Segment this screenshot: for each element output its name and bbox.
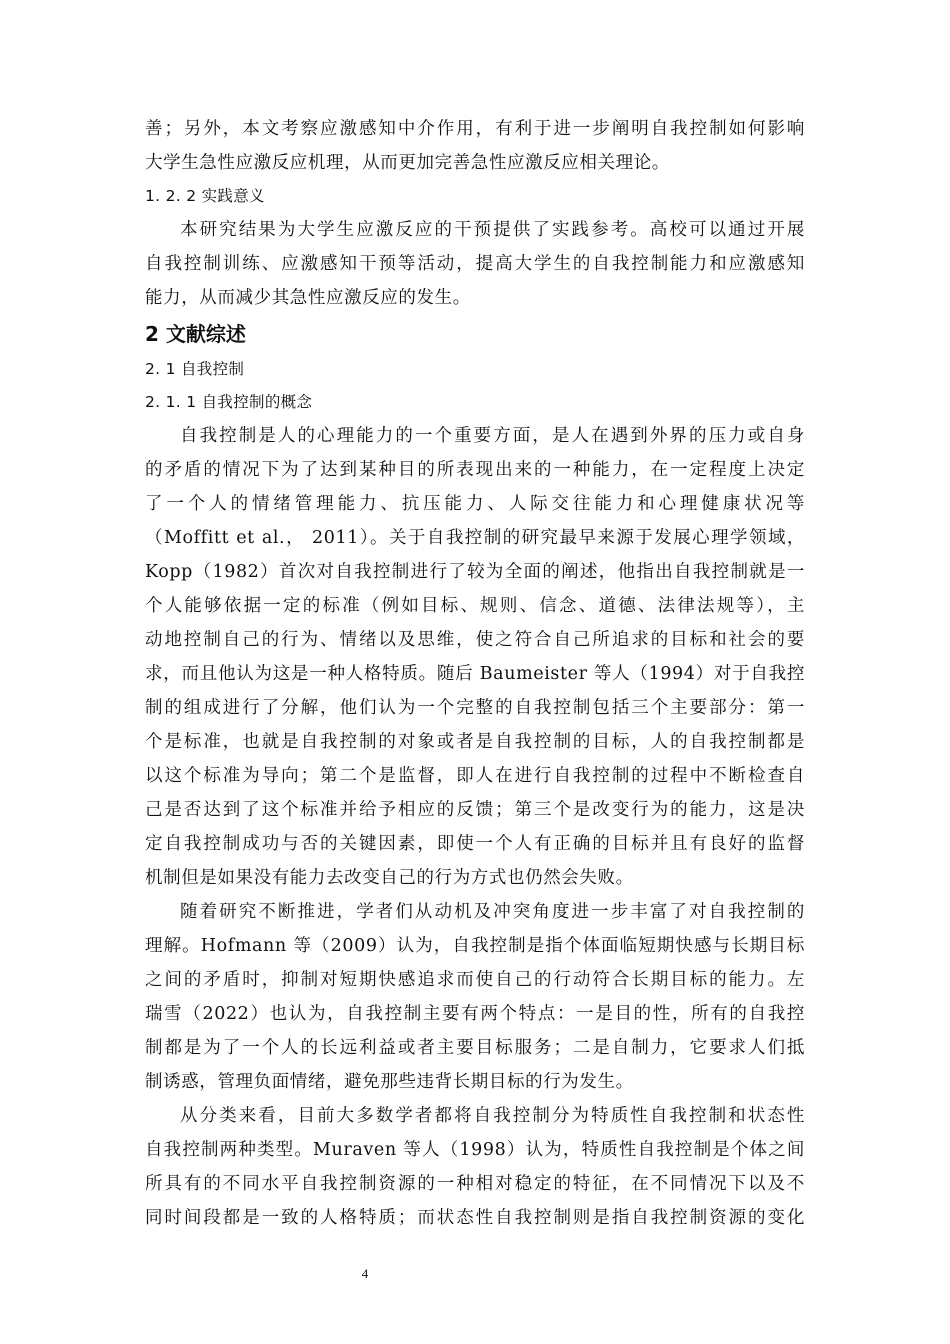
text-line: 自我控制两种类型。Muraven 等人（1998）认为，特质性自我控制是个体之间 bbox=[145, 1140, 805, 1160]
text-line: 个人能够依据一定的标准（例如目标、规则、信念、道德、法律法规等），主 bbox=[145, 596, 805, 616]
heading-2-1-1: 2. 1. 1 自我控制的概念 bbox=[145, 393, 313, 411]
text-line: 之间的矛盾时，抑制对短期快感追求而使自己的行动符合长期目标的能力。左 bbox=[145, 970, 805, 990]
heading-2: 2 文献综述 bbox=[145, 322, 246, 346]
text-line: 以这个标准为导向；第二个是监督，即人在进行自我控制的过程中不断检查自 bbox=[145, 766, 805, 786]
text-line: 定自我控制成功与否的关键因素，即使一个人有正确的目标并且有良好的监督 bbox=[145, 834, 805, 854]
text-line: 理解。Hofmann 等（2009）认为，自我控制是指个体面临短期快感与长期目标 bbox=[145, 936, 805, 956]
text-line: 制都是为了一个人的长远利益或者主要目标服务；二是自制力，它要求人们抵 bbox=[145, 1038, 805, 1058]
text-line: Kopp（1982）首次对自我控制进行了较为全面的阐述，他指出自我控制就是一 bbox=[145, 562, 805, 582]
text-line: 了一个人的情绪管理能力、抗压能力、人际交往能力和心理健康状况等 bbox=[145, 494, 805, 514]
paragraph-practical-significance bbox=[145, 213, 805, 315]
page-body bbox=[145, 112, 805, 1235]
text-line: 大学生急性应激反应机理，从而更加完善急性应激反应相关理论。 bbox=[145, 153, 670, 173]
text-line: （Moffitt et al.， 2011）。关于自我控制的研究最早来源于发展心理学领域， bbox=[145, 528, 805, 548]
text-line: 瑞雪（2022）也认为，自我控制主要有两个特点：一是目的性，所有的自我控 bbox=[145, 1004, 805, 1024]
text-line: 自我控制是人的心理能力的一个重要方面，是人在遇到外界的压力或自身 bbox=[180, 426, 805, 446]
text-line: 机制但是如果没有能力去改变自己的行为方式也仍然会失败。 bbox=[145, 868, 634, 888]
text-line: 制的组成进行了分解，他们认为一个完整的自我控制包括三个主要部分：第一 bbox=[145, 698, 805, 718]
paragraph-motivation-conflict bbox=[145, 895, 805, 1099]
text-line: 从分类来看，目前大多数学者都将自我控制分为特质性自我控制和状态性 bbox=[180, 1106, 805, 1126]
paragraph-classification bbox=[145, 1099, 805, 1235]
text-line: 己是否达到了这个标准并给予相应的反馈；第三个是改变行为的能力，这是决 bbox=[145, 800, 805, 820]
text-line: 求，而且他认为这是一种人格特质。随后 Baumeister 等人（1994）对于自我控 bbox=[145, 664, 805, 684]
heading-1-2-2: 1. 2. 2 实践意义 bbox=[145, 187, 265, 205]
paragraph-concept bbox=[145, 419, 805, 895]
page-number: 4 bbox=[361, 1266, 369, 1281]
text-line: 所具有的不同水平自我控制资源的一种相对稳定的特征，在不同情况下以及不 bbox=[145, 1174, 805, 1194]
text-line: 能力，从而减少其急性应激反应的发生。 bbox=[145, 288, 471, 308]
text-line: 本研究结果为大学生应激反应的干预提供了实践参考。高校可以通过开展 bbox=[180, 220, 805, 240]
heading-2-1: 2. 1 自我控制 bbox=[145, 360, 245, 378]
text-line: 善；另外，本文考察应激感知中介作用，有利于进一步阐明自我控制如何影响 bbox=[145, 119, 805, 139]
text-line: 随着研究不断推进，学者们从动机及冲突角度进一步丰富了对自我控制的 bbox=[180, 902, 805, 922]
text-line: 同时间段都是一致的人格特质；而状态性自我控制则是指自我控制资源的变化 bbox=[145, 1208, 805, 1228]
paragraph-theory-significance-end bbox=[145, 112, 805, 180]
text-line: 的矛盾的情况下为了达到某种目的所表现出来的一种能力，在一定程度上决定 bbox=[145, 460, 805, 480]
text-line: 制诱惑，管理负面情绪，避免那些违背长期目标的行为发生。 bbox=[145, 1072, 634, 1092]
text-line: 动地控制自己的行为、情绪以及思维，使之符合自己所追求的目标和社会的要 bbox=[145, 630, 805, 650]
text-line: 个是标准，也就是自我控制的对象或者是自我控制的目标，人的自我控制都是 bbox=[145, 732, 805, 752]
text-line: 自我控制训练、应激感知干预等活动，提高大学生的自我控制能力和应激感知 bbox=[145, 254, 805, 274]
